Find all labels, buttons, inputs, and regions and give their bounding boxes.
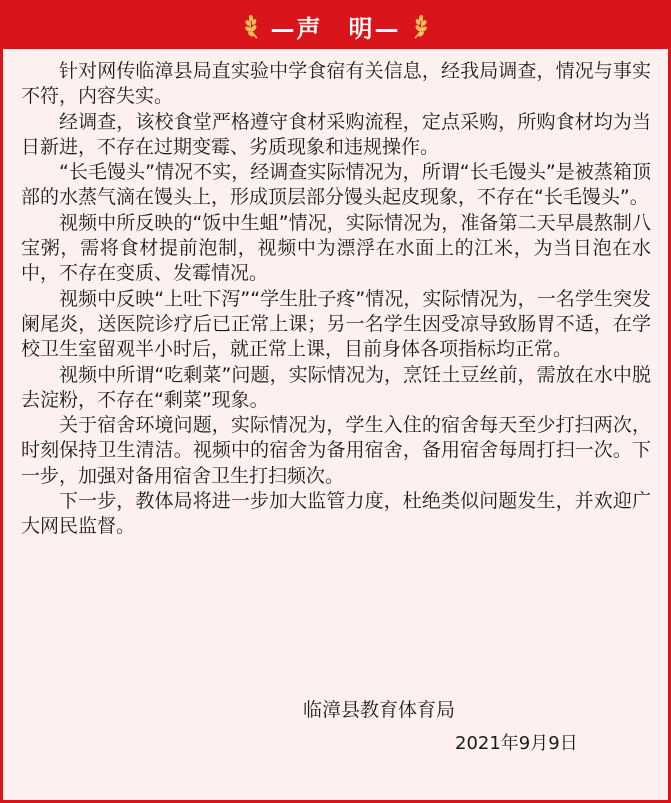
notice-title: —声 明— (270, 14, 401, 43)
paragraph: 视频中所谓“吃剩菜”问题，实际情况为，烹饪土豆丝前，需放在水中脱去淀粉，不存在“剩菜”现象。 (21, 363, 651, 411)
notice-body (21, 59, 651, 540)
wheat-right-icon (409, 13, 429, 39)
paragraph: 经调查，该校食堂严格遵守食材采购流程，定点采购，所购食材均为当日新进，不存在过期变霉、劣质现象和违规操作。 (21, 110, 651, 158)
paragraph: 针对网传临漳县局直实验中学食宿有关信息，经我局调查，情况与事实不符，内容失实。 (21, 60, 651, 108)
issue-date: 2021年9月9日 (455, 733, 578, 754)
paragraph: 关于宿舍环境问题，实际情况为，学生入住的宿舍每天至少打扫两次，时刻保持卫生清洁。视频中的宿舍为备用宿舍，备用宿舍每周打扫一次。下一步，加强对备用宿舍卫生打扫频次。 (21, 414, 651, 487)
paragraph: “长毛馒头”情况不实，经调查实际情况为，所谓“长毛馒头”是被蒸箱顶部的水蒸气滴在馒头上，形成顶层部分馒头起皮现象，不存在“长毛馒头”。 (21, 161, 651, 209)
paragraph: 视频中反映“上吐下泻”“学生肚子疼”情况，实际情况为，一名学生突发阑尾炎，送医院诊疗后已正常上课；另一名学生因受凉导致肠胃不适，在学校卫生室留观半小时后，就正常上课，目前身体各项指标均正常。 (21, 287, 651, 361)
paragraph: 下一步，教体局将进一步加大监管力度，杜绝类似问题发生，并欢迎广大网民监督。 (21, 490, 651, 538)
issuer-signature: 临漳县教育体育局 (303, 699, 456, 721)
paragraph: 视频中所反映的“饭中生蛆”情况，实际情况为，准备第二天早晨熬制八宝粥，需将食材提前泡制，视频中为漂浮在水面上的江米，为当日泡在水中，不存在变质、发霉情况。 (21, 211, 651, 285)
wheat-left-icon (243, 13, 263, 39)
title-bar (3, 3, 668, 49)
